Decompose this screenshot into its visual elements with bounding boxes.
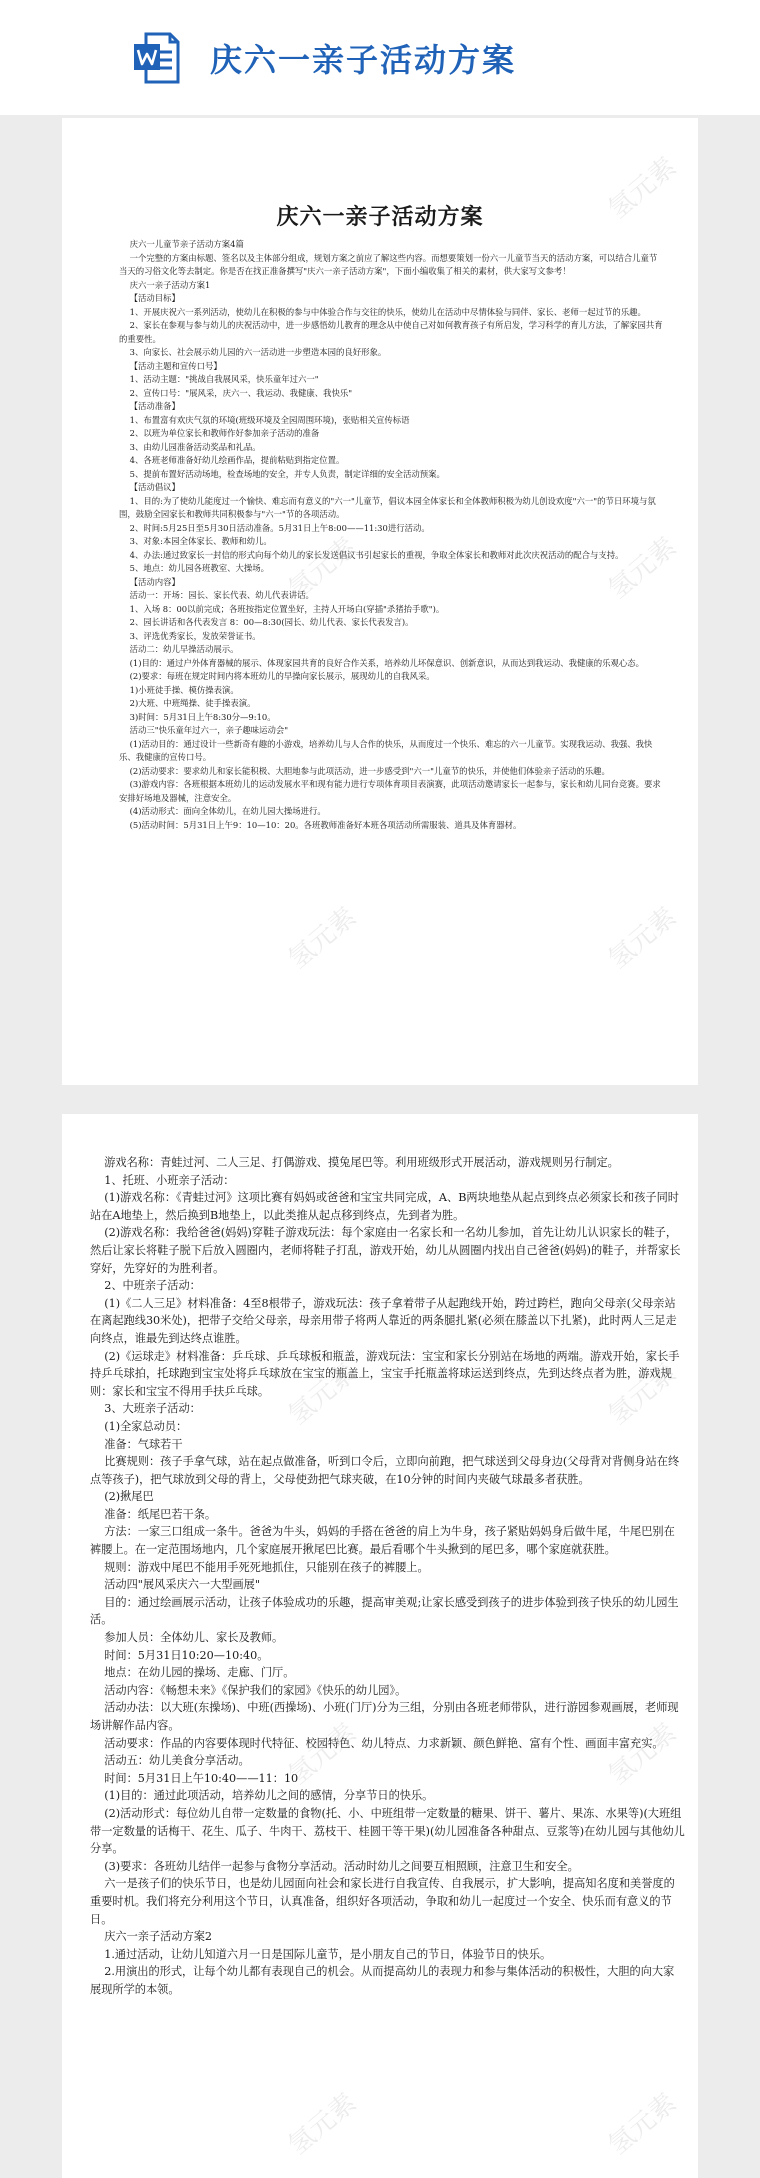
paragraph: 活动办法：以大班(东操场)、中班(西操场)、小班(门厅)分为三组，分别由各班老师带队，进行游园参观画展，老师现场讲解作品内容。 <box>90 1701 679 1732</box>
paragraph: 活动要求：作品的内容要体现时代特征、校园特色、幼儿特点、力求新颖、颜色鲜艳、富有个性、画面丰富充实。 <box>90 1736 664 1750</box>
paragraph: 3、大班亲子活动： <box>90 1402 201 1416</box>
paragraph: 4、各班老师准备好幼儿绘画作品，提前粘贴到指定位置。 <box>119 455 345 465</box>
paragraph: 【活动主题和宣传口号】 <box>119 360 222 371</box>
paragraph: 2、园长讲话和各代表发言 8：00—8:30(园长、幼儿代表、家长代表发言)。 <box>119 617 414 627</box>
paragraph: 六一是孩子们的快乐节日，也是幼儿园面向社会和家长进行自我宣传、自我展示，扩大影响，提高知名度和美誉度的重要时机。我们将充分利用这个节日，认真准备，组织好各项活动，争取和幼儿一起度过一个安全、快乐而有意义的节日。 <box>90 1877 675 1926</box>
paragraph: 一个完整的方案由标题、签名以及主体部分组成，规划方案之前应了解这些内容。而想要策划一份六一儿童节当天的活动方案，可以结合儿童节当天的习俗文化等去制定。你是否在找正准备撰写"庆六一亲子活动方案"，下面小编收集了相关的素材，供大家写文参考！ <box>119 252 658 276</box>
paragraph: 庆六一亲子活动方案1 <box>119 279 211 290</box>
paragraph: (3)要求：各班幼儿结伴一起参与食物分享活动。活动时幼儿之间要互相照顾，注意卫生和安全。 <box>90 1859 579 1873</box>
paragraph: 【活动准备】 <box>119 401 180 411</box>
paragraph: (4)活动形式：面向全体幼儿，在幼儿园大操场进行。 <box>119 806 326 816</box>
paragraph: 活动一：开场：园长、家长代表、幼儿代表讲话。 <box>119 590 314 600</box>
document-page-1 <box>62 118 698 1085</box>
paragraph: 【活动目标】 <box>119 293 180 303</box>
paragraph: 活动三"快乐童年过六一，亲子趣味运动会" <box>119 725 289 735</box>
paragraph: 4、办法:通过致家长一封信的形式向每个幼儿的家长发送倡议书引起家长的重视，争取全体家长和教师对此次庆祝活动的配合与支持。 <box>119 549 624 560</box>
paragraph: 2、中班亲子活动： <box>90 1279 201 1293</box>
watermark: 氢元素 <box>283 901 363 975</box>
paragraph: 3、向家长、社会展示幼儿园的六一活动进一步塑造本园的良好形象。 <box>119 347 387 357</box>
paragraph: 比赛规则：孩子手拿气球，站在起点做准备，听到口令后，立即向前跑，把气球送到父母身边(父母背对背侧身站在终点等孩子)，把气球放到父母的背上，父母使劲把气球夹破，在10分钟的时间内夹破气球最多者获胜。 <box>90 1455 680 1486</box>
paragraph: (2)活动形式：每位幼儿自带一定数量的食物(托、小、中班组带一定数量的糖果、饼干、薯片、果冻、水果等)(大班组带一定数量的话梅干、花生、瓜子、牛肉干、荔枝干、桂圆干等干果)(幼儿园准备各种甜点、豆浆等)在幼儿园与其他幼儿分享。 <box>90 1806 685 1856</box>
watermark: 氢元素 <box>603 531 683 605</box>
paragraph: (1)目的：通过户外体育器械的展示、体现家园共育的良好合作关系，培养幼儿坏保意识、创新意识，从而达到我运动、我健康的乐观心态。 <box>119 657 645 668</box>
paragraph: 5、提前布置好活动场地，检查场地的安全，并专人负责，制定详细的安全活动预案。 <box>119 468 445 479</box>
header-title: 庆六一亲子活动方案 <box>210 41 517 79</box>
document-body-page-1 <box>119 238 664 832</box>
paragraph: (1)游戏名称：《青蛙过河》这项比赛有妈妈或爸爸和宝宝共同完成，A、B两块地垫从起点到终点必须家长和孩子同时站在A地垫上，然后换到B地垫上，以此类推从起点移到终点，先到者为胜。 <box>90 1191 679 1222</box>
word-document-icon <box>132 30 180 86</box>
paragraph: (2)要求：每班在规定时间内将本班幼儿的早操向家长展示，展现幼儿的自我风采。 <box>119 671 435 681</box>
paragraph: (2)游戏名称：我给爸爸(妈妈)穿鞋子游戏玩法：每个家庭由一名家长和一名幼儿参加，首先让幼儿认识家长的鞋子，然后让家长将鞋子脱下后放入圆圈内，老师将鞋子打乱，游戏开始，幼儿从圆圈内找出自己爸爸(妈妈)的鞋子，并帮家长穿好，先穿好的为胜利者。 <box>90 1226 681 1275</box>
paragraph: 【活动内容】 <box>119 576 180 587</box>
paragraph: (2)活动要求：要求幼儿和家长能积极、大胆地参与此项活动，进一步感受到"六一"儿童节的快乐，并使他们体验亲子活动的乐趣。 <box>119 765 610 776</box>
paragraph: 活动四"展风采庆六一大型画展" <box>90 1578 260 1592</box>
watermark: 氢元素 <box>283 1357 363 1431</box>
paragraph: (3)游戏内容：各班根据本班幼儿的运动发展水平和现有能力进行专项体育项目表演赛，此项活动邀请家长一起参与，家长和幼儿同台竞赛。要求安排好场地及器械，注意安全。 <box>119 779 661 803</box>
document-page-2 <box>62 1114 698 2178</box>
paragraph: 活动五：幼儿美食分享活动。 <box>90 1754 250 1768</box>
paragraph: (2)《运球走》材料准备：乒乓球、乒乓球板和瓶盖，游戏玩法：宝宝和家长分别站在场地的两端。游戏开始，家长手持乒乓球拍，托球跑到宝宝处将乒乓球放在宝宝的瓶盖上，宝宝手托瓶盖将球运送到终点，先到达终点者为胜，游戏规则：家长和宝宝不得用手扶乒乓球。 <box>90 1349 680 1398</box>
paragraph: (1)全家总动员： <box>90 1419 188 1433</box>
paragraph: 1、目的:为了使幼儿能度过一个愉快、难忘而有意义的"六一"儿童节，倡议本园全体家长和全体教师积极为幼儿创设欢度"六一"的节日环境与氛围，鼓励全园家长和教师共同积极参与"六一"节的各项活动。 <box>119 495 656 519</box>
watermark: 氢元素 <box>283 1717 363 1791</box>
paragraph: 1、入场 8：00以前完成；各班按指定位置坐好，主持人开场白(穿插"杀猪抬手歌")。 <box>119 603 445 614</box>
paragraph: 2、家长在参观与参与幼儿的庆祝活动中，进一步感悟幼儿教育的理念从中使自己对如何教育孩子有所启发，学习科学的育儿方法，了解家园共育的重要性。 <box>119 320 663 344</box>
paragraph: 3、由幼儿园准备活动奖品和礼品。 <box>119 441 261 452</box>
watermark: 氢元素 <box>283 2087 363 2161</box>
watermark: 氢元素 <box>283 531 363 605</box>
paragraph: 2、时间:5月25日至5月30日活动准备。5月31日上午8:00——11:30进行活动。 <box>119 522 430 533</box>
paragraph: 1.通过活动，让幼儿知道六月一日是国际儿童节，是小朋友自己的节日，体验节日的快乐。 <box>90 1947 552 1961</box>
paragraph: 2)大班、中班绳操、徒手操表演。 <box>119 698 256 708</box>
watermark: 氢元素 <box>603 1357 683 1431</box>
paragraph: 1、开展庆祝六一系列活动，使幼儿在积极的参与中体验合作与交往的快乐，使幼儿在活动中尽情体验与同伴、家长、老师一起过节的乐趣。 <box>119 306 646 317</box>
paragraph: 地点：在幼儿园的操场、走廊、门厅。 <box>90 1666 295 1680</box>
paragraph: 1)小班徒手操、模仿操表演。 <box>119 684 239 695</box>
paragraph: 规则：游戏中尾巴不能用手死死地抓住，只能别在孩子的裤腰上。 <box>90 1560 429 1574</box>
document-body-page-2 <box>90 1154 685 1999</box>
paragraph: 游戏名称：青蛙过河、二人三足、打偶游戏、摸兔尾巴等。利用班级形式开展活动，游戏规则另行制定。 <box>90 1156 619 1169</box>
paragraph: 时间：5月31日上午10:40——11：10 <box>90 1771 299 1785</box>
paragraph: 活动内容：《畅想未来》《保护我们的家园》《快乐的幼儿园》。 <box>90 1683 407 1697</box>
paragraph: (2)揪尾巴 <box>90 1490 154 1504</box>
paragraph: 2.用演出的形式，让每个幼儿都有表现自己的机会。从而提高幼儿的表现力和参与集体活动的积极性，大胆的向大家展现所学的本领。 <box>90 1965 675 1996</box>
paragraph: 准备：纸尾巴若干条。 <box>90 1507 217 1521</box>
paragraph: 方法：一家三口组成一条牛。爸爸为牛头，妈妈的手搭在爸爸的肩上为牛身，孩子紧贴妈妈身后做牛尾，牛尾巴别在裤腰上。在一定范围场地内，几个家庭展开揪尾巴比赛。最后看哪个牛头揪到的尾巴多，哪个家庭就获胜。 <box>90 1525 675 1557</box>
paragraph: 目的：通过绘画展示活动，让孩子体验成功的乐趣，提高审美观;让家长感受到孩子的进步体验到孩子快乐的幼儿园生活。 <box>90 1595 679 1627</box>
paragraph: 3)时间：5月31日上午8:30分—9:10。 <box>119 711 276 722</box>
paragraph: 时间：5月31日10:20—10:40。 <box>90 1648 269 1662</box>
paragraph: 1、布置富有欢庆气氛的环境(班级环境及全园周围环境)，张贴相关宣传标语 <box>119 414 410 425</box>
paragraph: 庆六一儿童节亲子活动方案4篇 <box>119 239 244 249</box>
paragraph: 5、地点：幼儿园各班教室、大操场。 <box>119 563 269 573</box>
document-title: 庆六一亲子活动方案 <box>276 204 484 230</box>
paragraph: 3、对象:本园全体家长、教师和幼儿。 <box>119 536 272 546</box>
watermark: 氢元素 <box>603 2087 683 2161</box>
watermark: 氢元素 <box>603 151 683 225</box>
paragraph: (1)目的：通过此项活动，培养幼儿之间的感情，分享节日的快乐。 <box>90 1789 434 1803</box>
paragraph: (1)活动目的：通过设计一些新奇有趣的小游戏，培养幼儿与人合作的快乐，从而度过一个快乐、难忘的六一儿童节。实现我运动、我强、我快乐、我健康的宣传口号。 <box>119 738 653 762</box>
paragraph: 2、宣传口号："展风采，庆六一、我运动、我健康、我快乐" <box>119 387 353 398</box>
paragraph: 1、活动主题："挑战自我展风采，快乐童年过六一" <box>119 374 319 384</box>
paragraph: 参加人员：全体幼儿、家长及教师。 <box>90 1631 284 1645</box>
paragraph: 【活动倡议】 <box>119 482 180 492</box>
watermark: 氢元素 <box>603 901 683 975</box>
paragraph: 准备：气球若干 <box>90 1437 183 1451</box>
header-banner <box>0 0 760 115</box>
paragraph: 3、评选优秀家长，发放荣誉证书。 <box>119 630 261 641</box>
paragraph: 1、托班、小班亲子活动： <box>90 1173 235 1187</box>
paragraph: (1)《二人三足》材料准备：4至8根带子，游戏玩法：孩子拿着带子从起跑线开始，跨过跨栏，跑向父母亲(父母亲站在离起跑线30米处)，把带子交给父母亲，母亲用带子将两人靠近的两条腿扎紧(必须在膝盖以下扎紧)，此时两人三足走向终点，谁最先到达终点谁胜。 <box>90 1296 677 1345</box>
paragraph: (5)活动时间：5月31日上午9：10—10：20。各班教师准备好本班各项活动所需服装、道具及体育器材。 <box>119 819 522 830</box>
paragraph: 活动二：幼儿早操活动展示。 <box>119 644 239 654</box>
paragraph: 2、以班为单位家长和教师作好参加亲子活动的准备 <box>119 428 320 438</box>
paragraph: 庆六一亲子活动方案2 <box>90 1930 213 1944</box>
watermark: 氢元素 <box>603 1717 683 1791</box>
